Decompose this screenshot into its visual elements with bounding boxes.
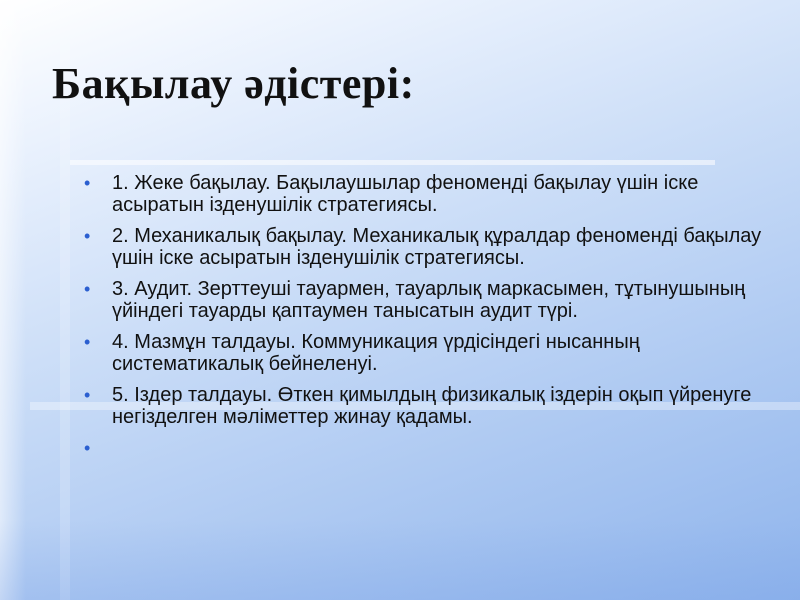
bullet-item (84, 278, 774, 322)
bullet-item (84, 225, 774, 269)
slide-title: Бақылау әдістері: (52, 59, 415, 108)
bullet-icon: • (84, 279, 91, 299)
background-shade (0, 520, 800, 600)
bullet-text: 4. Мазмұн талдауы. Коммуникация үрдісіндегі нысанның систематикалық бейнеленуі. (112, 331, 640, 375)
bullet-text: 2. Механикалық бақылау. Механикалық құралдар феноменді бақылау үшін іске асыратын ізденушілік стратегиясы. (112, 225, 762, 269)
bullet-icon: • (84, 438, 91, 458)
bullet-icon: • (84, 332, 91, 352)
background-stripe (0, 0, 26, 600)
bullet-text: 3. Аудит. Зерттеуші тауармен, тауарлық маркасымен, тұтынушының үйіндегі тауарды қаптаумен танысатын аудит түрі. (112, 278, 746, 322)
bullet-icon: • (84, 226, 91, 246)
bullet-list (84, 172, 774, 458)
bullet-text: 5. Іздер талдауы. Өткен қимылдың физикалық іздерін оқып үйренуге негізделген мәліметтер жинау қадамы. (112, 384, 752, 428)
bullet-item (84, 172, 774, 216)
bullet-icon: • (84, 385, 91, 405)
bullet-item (84, 384, 774, 428)
bullet-text: 1. Жеке бақылау. Бақылаушылар феноменді бақылау үшін іске асыратын ізденушілік стратегиясы. (112, 172, 699, 216)
background-stripe (60, 40, 70, 600)
bullet-icon: • (84, 173, 91, 193)
bullet-item (84, 331, 774, 375)
title-underline (70, 160, 715, 165)
